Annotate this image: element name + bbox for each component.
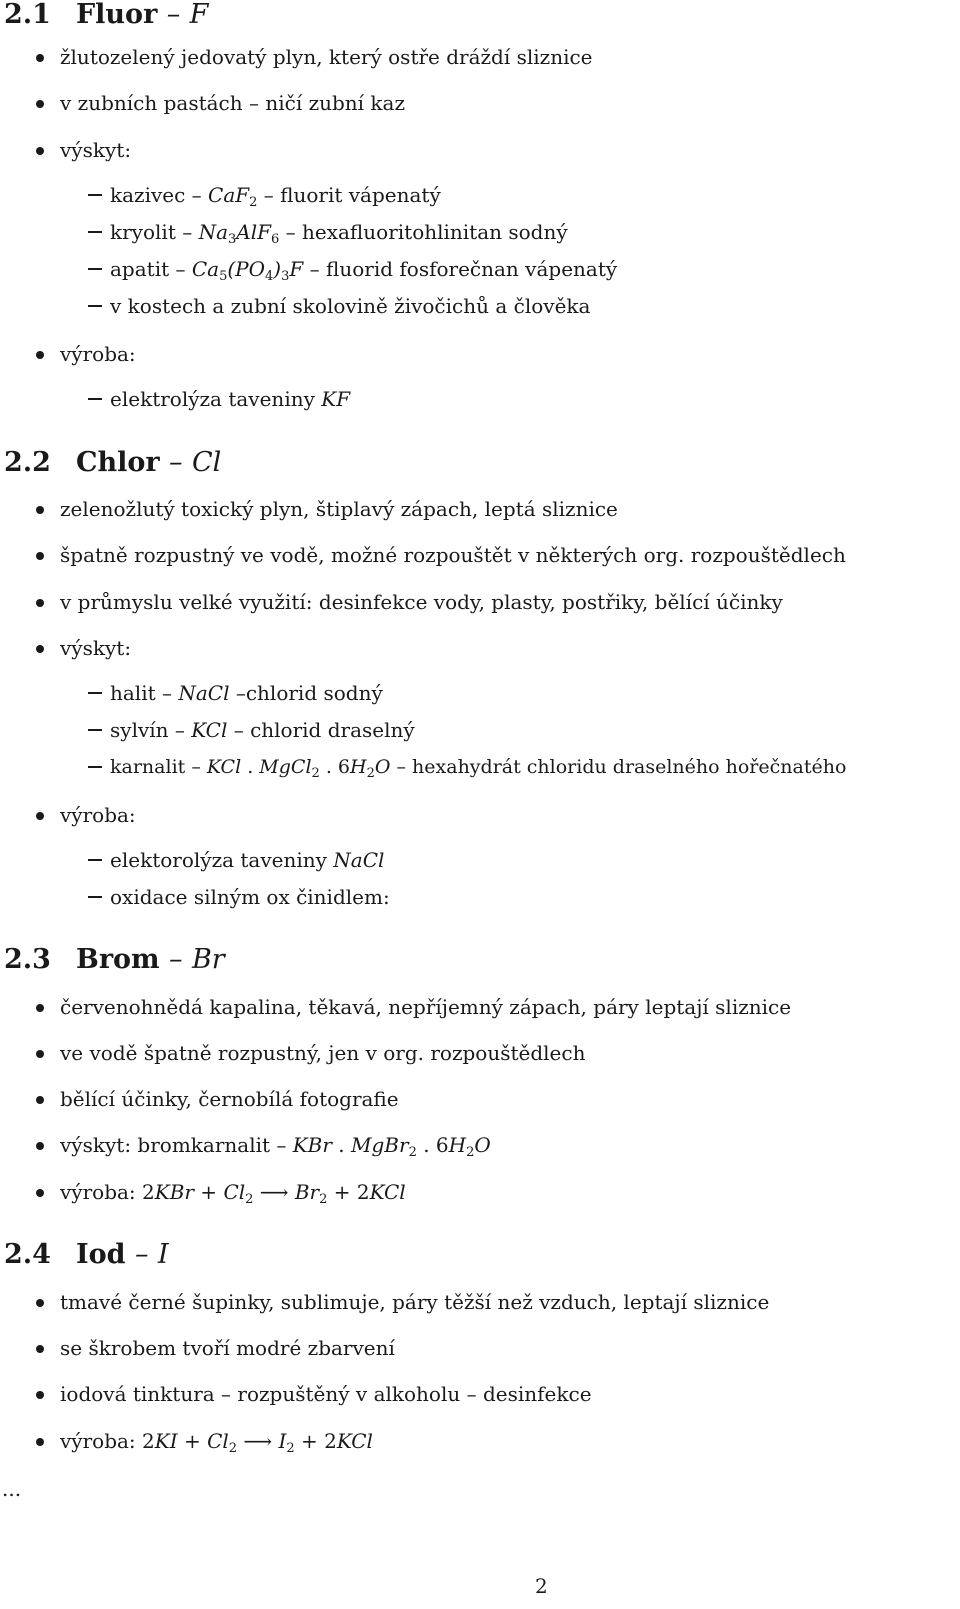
list-item: zelenožlutý toxický plyn, štiplavý zápach, leptá sliznice (60, 497, 618, 521)
bullet-icon (36, 1345, 44, 1353)
list-item: bělící účinky, černobílá fotografie (60, 1087, 399, 1111)
sub-list-item: karnalit – KCl . MgCl$_2$ . $6H_2O$ – hexahydrát chloridu draselného hořečnatého (110, 756, 847, 781)
list-item: výskyt: bromkarnalit – KBr . MgBr$_2$ . $6H_2O$ (60, 1133, 491, 1160)
section-title: Brom (76, 944, 160, 975)
bullet-icon (36, 54, 44, 62)
bullet-icon (36, 1142, 44, 1150)
list-item: špatně rozpustný ve vodě, možné rozpouštět v některých org. rozpouštědlech (60, 543, 846, 567)
bullet-icon (36, 100, 44, 108)
bullet-icon (36, 147, 44, 155)
section-heading-fluor (4, 0, 208, 30)
bullet-icon (36, 1391, 44, 1399)
bullet-icon (36, 552, 44, 560)
section-symbol: I (157, 1239, 169, 1270)
section-symbol: Br (191, 944, 225, 975)
section-title: Fluor (76, 0, 158, 30)
section-title: Chlor (76, 447, 160, 478)
dash-icon (88, 896, 102, 898)
section-number: 2.3 (4, 944, 51, 975)
sub-list-item: elektrolýza taveniny KF (110, 387, 351, 411)
dash-icon (88, 398, 102, 400)
list-item: ve vodě špatně rozpustný, jen v org. rozpouštědlech (60, 1041, 586, 1065)
bullet-icon (36, 1438, 44, 1446)
dash-icon (88, 305, 102, 307)
list-item: výroba: $2KBr + Cl_2$ ⟶ $Br_2 + 2KCl$ (60, 1180, 406, 1207)
dash-icon (88, 268, 102, 270)
section-number: 2.4 (4, 1239, 51, 1270)
dash-icon (88, 194, 102, 196)
list-item: se škrobem tvoří modré zbarvení (60, 1336, 395, 1360)
sub-list-item: v kostech a zubní skolovině živočichů a člověka (110, 294, 591, 318)
bullet-icon (36, 1189, 44, 1197)
list-item: výroba: $2KI + Cl_2$ ⟶ $I_2 + 2KCl$ (60, 1429, 373, 1456)
section-symbol: F (189, 0, 209, 30)
list-item: v zubních pastách – ničí zubní kaz (60, 91, 406, 115)
list-item: výroba: (60, 803, 136, 827)
list-item: iodová tinktura – rozpuštěný v alkoholu – desinfekce (60, 1382, 592, 1406)
dash-icon (88, 729, 102, 731)
section-title: Iod (76, 1239, 126, 1270)
list-item: v průmyslu velké využití: desinfekce vody, plasty, postřiky, bělící účinky (60, 590, 783, 614)
sub-list-item: oxidace silným ox činidlem: (110, 885, 390, 909)
dash-icon (88, 859, 102, 861)
section-dash: – (134, 1239, 149, 1270)
section-dash: – (169, 447, 183, 478)
bullet-icon (36, 506, 44, 514)
list-item: výskyt: (60, 138, 132, 162)
bullet-icon (36, 599, 44, 607)
section-number: 2.1 (4, 0, 51, 30)
sub-list-item: apatit – $Ca_5(PO_4)_3F$ – fluorid fosforečnan vápenatý (110, 257, 618, 284)
bullet-icon (36, 1096, 44, 1104)
section-symbol: Cl (191, 447, 222, 478)
list-item: žlutozelený jedovatý plyn, který ostře dráždí sliznice (60, 45, 593, 69)
section-heading-iod (4, 1240, 169, 1270)
section-dash: – (166, 0, 181, 30)
sub-list-item: kryolit – $Na_3AlF_6$ – hexafluoritohlinitan sodný (110, 220, 568, 247)
section-heading-chlor (4, 448, 221, 478)
list-item: tmavé černé šupinky, sublimuje, páry těžší než vzduch, leptají sliznice (60, 1290, 770, 1314)
section-number: 2.2 (4, 447, 51, 478)
list-item: výroba: (60, 342, 136, 366)
bullet-icon (36, 351, 44, 359)
bullet-icon (36, 1050, 44, 1058)
list-item: červenohnědá kapalina, těkavá, nepříjemný zápach, páry leptají sliznice (60, 995, 792, 1019)
ellipsis-text: ... (2, 1477, 22, 1501)
bullet-icon (36, 812, 44, 820)
section-heading-brom (4, 945, 225, 975)
section-dash: – (169, 944, 183, 975)
sub-list-item: halit – NaCl –chlorid sodný (110, 681, 383, 705)
bullet-icon (36, 1299, 44, 1307)
bullet-icon (36, 645, 44, 653)
page-number: 2 (535, 1574, 548, 1598)
dash-icon (88, 231, 102, 233)
dash-icon (88, 692, 102, 694)
sub-list-item: kazivec – CaF$_2$ – fluorit vápenatý (110, 183, 441, 210)
dash-icon (88, 766, 102, 768)
bullet-icon (36, 1004, 44, 1012)
sub-list-item: sylvín – KCl – chlorid draselný (110, 718, 415, 742)
sub-list-item: elektorolýza taveniny NaCl (110, 848, 385, 872)
list-item: výskyt: (60, 636, 132, 660)
